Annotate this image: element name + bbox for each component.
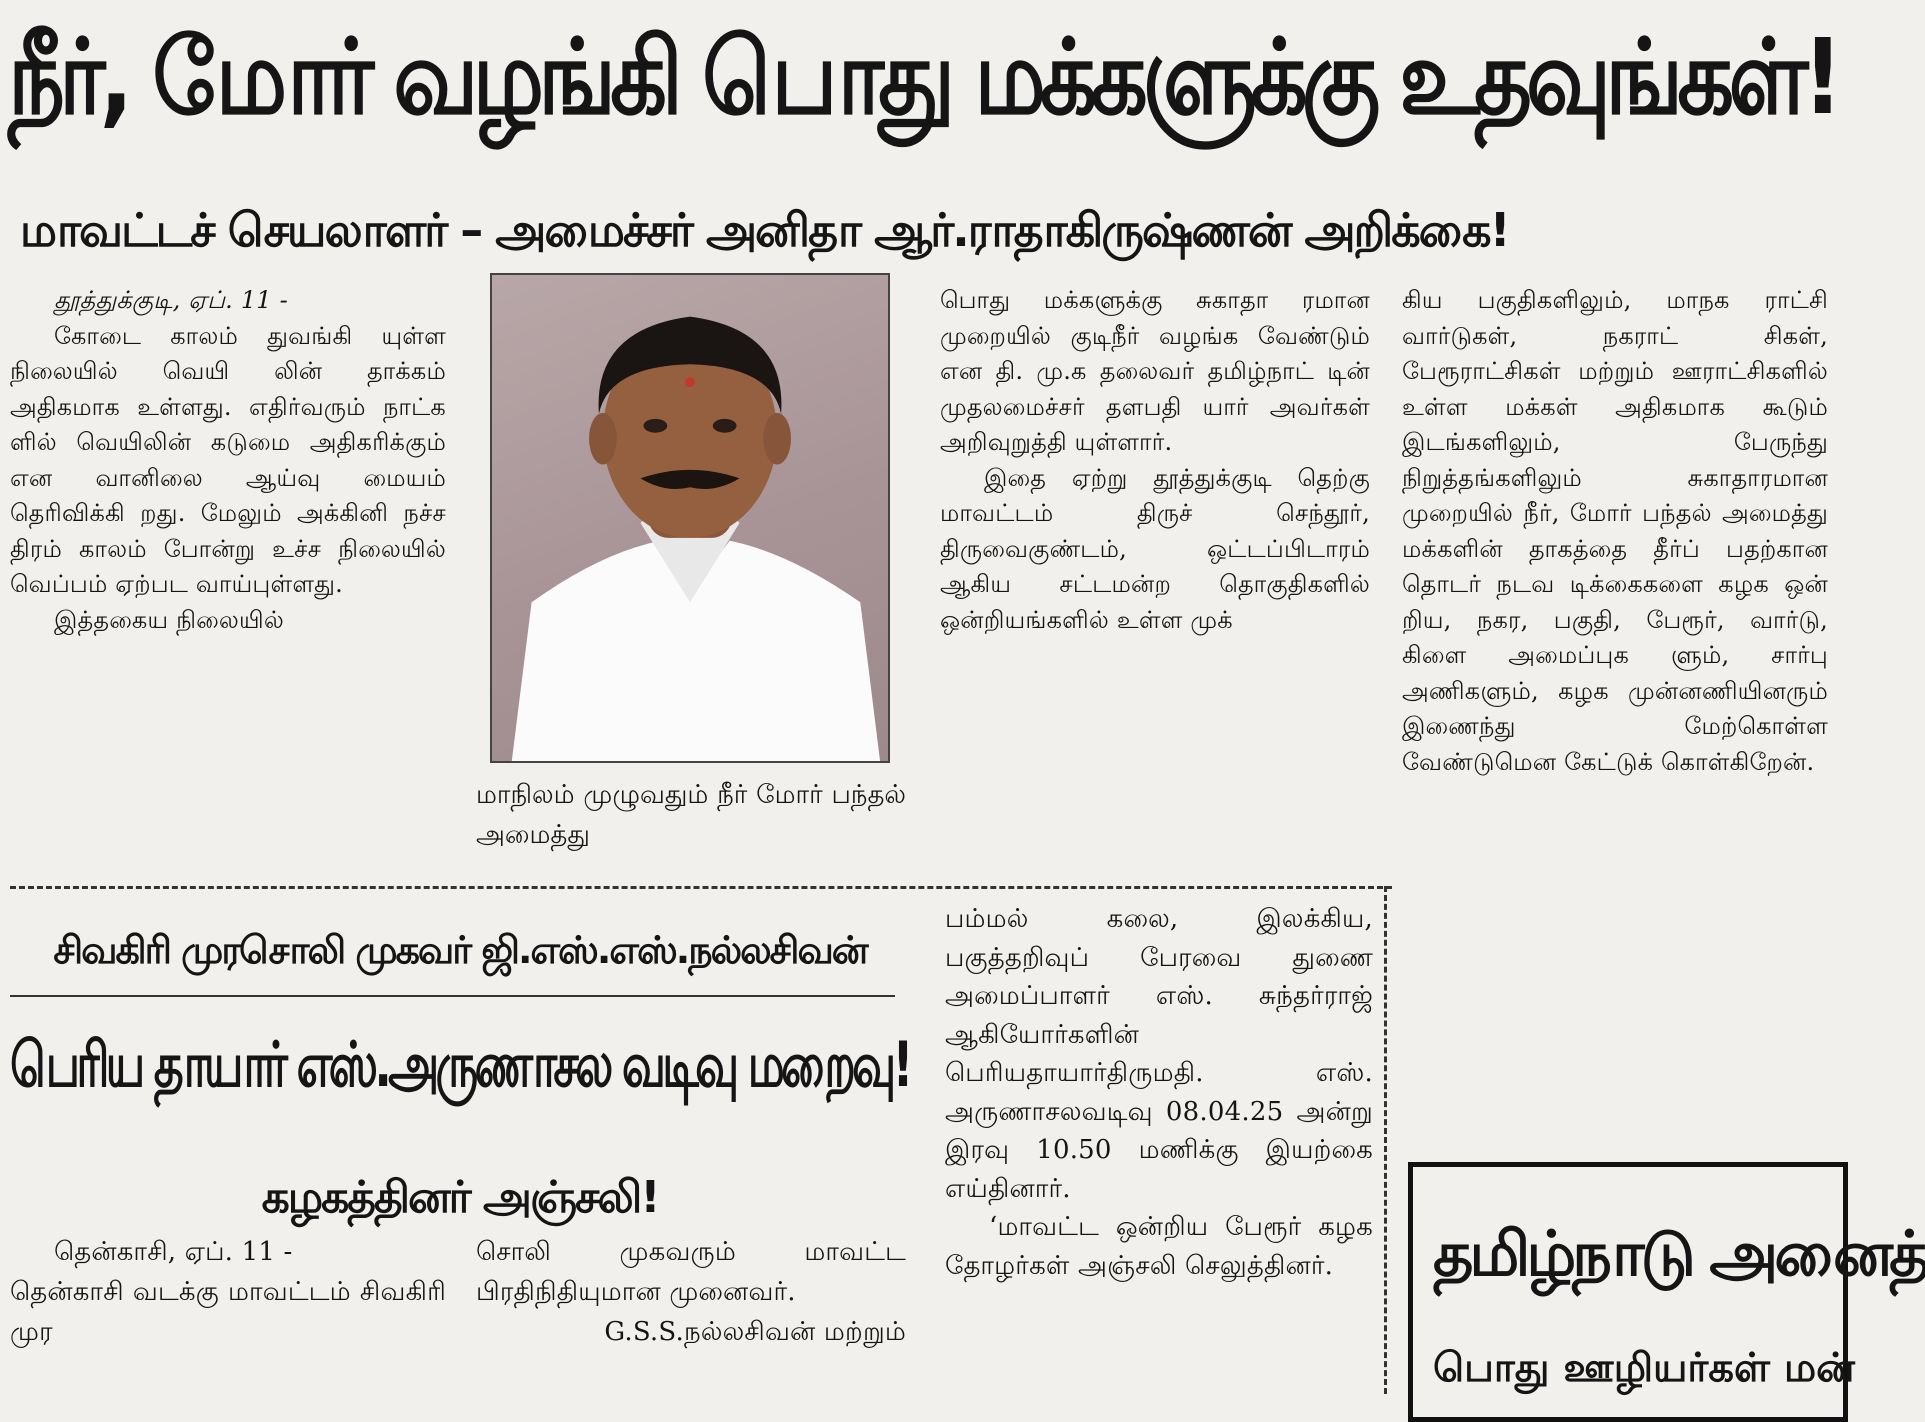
paragraph: ‘மாவட்ட ஒன்றிய பேரூர் கழக தோழர்கள் அஞ்சலி செலுத்தினர். xyxy=(945,1212,1373,1281)
column-divider xyxy=(1384,886,1387,1394)
second-article-column-3 xyxy=(945,900,1373,1285)
main-subheadline: மாவட்டச் செயலாளர் – அமைச்சர் அனிதா ஆர்.ராதாகிருஷ்ணன் அறிக்கை! xyxy=(20,203,1509,257)
second-article-headline: பெரிய தாயார் எஸ்.அருணாசல வடிவு மறைவு! xyxy=(10,1028,910,1101)
second-article-column-2 xyxy=(476,1232,906,1352)
paragraph: G.S.S.நல்லசிவன் மற்றும் xyxy=(604,1317,906,1347)
paragraph: இத்தகைய நிலையில் xyxy=(54,605,284,634)
boxed-teaser-title: தமிழ்நாடு அனைத் xyxy=(1433,1217,1925,1290)
portrait-illustration xyxy=(492,275,888,761)
kicker-rule xyxy=(10,995,895,997)
article-column-3 xyxy=(940,283,1370,638)
paragraph: பம்மல் கலை, இலக்கிய, பகுத்தறிவுப் பேரவை துணை அமைப்பாளர் எஸ். சுந்தர்ராஜ் ஆகியோர்களின் பெரியதாயார்திருமதி. எஸ். அருணாசலவடிவு 08.04.25 அன்று இரவு 10.50 மணிக்கு இயற்கை எய்தினார். xyxy=(945,904,1373,1204)
paragraph: கோடை காலம் துவங்கி யுள்ள நிலையில் வெயி லின் தாக்கம் அதிகமாக உள்ளது. எதிர்வரும் நாட்க ளில் வெயிலின் கடுமை அதிகரிக்கும் என வானிலை ஆய்வு மையம் தெரிவிக்கி றது. மேலும் அக்கினி நச்ச திரம் காலம் போன்று உச்ச நிலையில் வெப்பம் ஏற்பட வாய்புள்ளது. xyxy=(10,321,446,598)
paragraph: கிய பகுதிகளிலும், மாநக ராட்சி வார்டுகள், நகராட் சிகள், பேரூராட்சிகள் மற்றும் ஊராட்சிகளில் உள்ள மக்கள் அதிகமாக கூடும் இடங்களிலும், பேருந்து நிறுத்தங்களிலும் சுகாதாரமான முறையில் நீர், மோர் பந்தல் அமைத்து மக்களின் தாகத்தை தீர்ப் பதற்கான தொடர் நடவ டிக்கைகளை கழக ஒன் றிய, நகர, பகுதி, பேரூர், வார்டு, கிளை அமைப்புக ளும், சார்பு அணிகளும், கழக முன்னணியினரும் இணைந்து மேற்கொள்ள வேண்டுமென கேட்டுக் கொள்கிறேன். xyxy=(1402,286,1828,776)
dateline: தூத்துக்குடி, ஏப். 11 - xyxy=(54,286,288,314)
photo-caption: மாநிலம் முழுவதும் நீர் மோர் பந்தல் அமைத்து xyxy=(476,780,906,850)
paragraph: பொது மக்களுக்கு சுகாதா ரமான முறையில் குடிநீர் வழங்க வேண்டும் என தி. மு.க தலைவர் தமிழ்நாட் டின் முதலமைச்சர் தளபதி யார் அவர்கள் அறிவுறுத்தி யுள்ளார். xyxy=(940,286,1370,456)
second-article-kicker: சிவகிரி முரசொலி முகவர் ஜி.எஸ்.எஸ்.நல்லசிவன் xyxy=(53,928,867,972)
boxed-teaser-subtitle: பொது ஊழியர்கள் மன் xyxy=(1433,1345,1855,1391)
second-article-column-1 xyxy=(10,1232,446,1352)
paragraph: தென்காசி வடக்கு மாவட்டம் சிவகிரி முர xyxy=(10,1277,446,1347)
article-column-4 xyxy=(1402,283,1828,780)
second-article-subheadline: கழகத்தினர் அஞ்சலி! xyxy=(261,1172,659,1223)
article-column-1 xyxy=(10,283,446,638)
section-divider xyxy=(10,886,1392,889)
main-headline: நீர், மோர் வழங்கி பொது மக்களுக்கு உதவுங்கள்! xyxy=(8,16,1838,138)
paragraph: சொலி முகவரும் மாவட்ட பிரதிநிதியுமான முனைவர். xyxy=(476,1237,906,1307)
minister-photo xyxy=(490,273,890,763)
dateline: தென்காசி, ஏப். 11 - xyxy=(54,1237,293,1267)
boxed-teaser xyxy=(1408,1162,1925,1422)
paragraph: இதை ஏற்று தூத்துக்குடி தெற்கு மாவட்டம் திருச் செந்தூர், திருவைகுண்டம், ஒட்டப்பிடாரம் ஆகிய சட்டமன்ற தொகுதிகளில் ஒன்றியங்களில் உள்ள முக் xyxy=(940,463,1370,634)
